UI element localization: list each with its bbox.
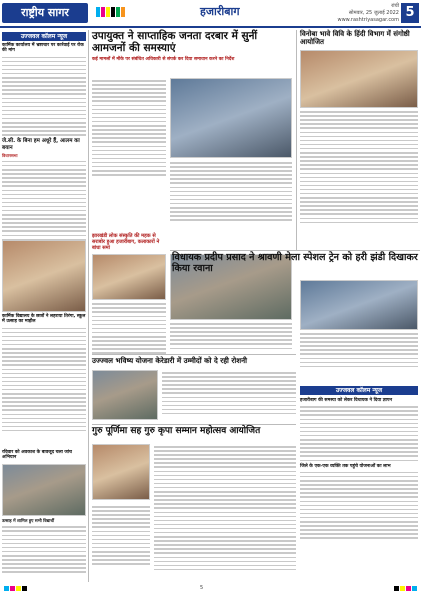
left-box-headline: रविवार को अवकाश के बावजूद चला जांच अभियान (2, 450, 72, 461)
yojana-headline: उज्ज्वल भविष्य योजना केरेडारी में उम्मीदों को दे रही रोशनी (92, 356, 247, 365)
left-mid-kicker: विधानसभा (2, 152, 18, 158)
lead-body-2 (170, 162, 292, 221)
column-label-right: उज्जवल कॉलम न्यूज (300, 386, 418, 395)
page-number: 5 (401, 3, 419, 23)
vinoba-photo (300, 50, 418, 108)
left-column (2, 32, 86, 259)
left-box-photo (2, 464, 86, 516)
lead-subhead: कई मामलों में मौके पर संबंधित अधिकारी से संपर्क कर दिया समाधान करने का निर्देश (92, 57, 235, 63)
divider-left (88, 30, 89, 582)
page-folio: 5 (200, 585, 204, 591)
guru-story (92, 426, 392, 436)
guru-photo (92, 444, 150, 500)
masthead (0, 0, 421, 26)
vinoba-body (300, 111, 418, 223)
center-photo-body (170, 323, 292, 349)
header-rule (0, 26, 421, 28)
guru-body (154, 446, 296, 570)
left-box (2, 450, 86, 576)
center-left-body (92, 303, 166, 354)
vinoba-headline: विनोबा भावे विवि के हिंदी विभाग में संगोष्ठी आयोजित (300, 30, 410, 47)
lead-body-col2 (170, 162, 292, 223)
divider-yojana (92, 354, 296, 355)
train-body (300, 333, 418, 367)
registration-marks-right (394, 586, 417, 591)
lead-photo (170, 78, 292, 158)
vinoba-story (300, 30, 418, 226)
edition-city: हजारीबाग (200, 5, 240, 18)
lead-headline: उपायुक्त ने साप्ताहिक जनता दरबार में सुनीं आमजनों की समस्याएं (92, 30, 258, 55)
center-left-story (92, 234, 166, 356)
yojana-body (162, 372, 296, 414)
train-headline: विधायक प्रदीप प्रसाद ने श्रावणी मेला स्पेशल ट्रेन को हरी झंडी दिखाकर किया रवाना (172, 252, 418, 275)
center-left-photo (92, 254, 166, 300)
column-label-left: उज्जवल कॉलम न्यूज (2, 32, 86, 41)
yojana-story (92, 357, 296, 365)
lead-body-col (92, 80, 166, 178)
divider-train (170, 250, 420, 251)
left-box-body (2, 526, 86, 573)
date-text: सोमवार, 25 जुलाई 2022 (348, 10, 399, 16)
date-block (338, 3, 400, 24)
left-mid-headline: जे.सी. के बिना हम अधूरे हैं, आलम का बयान (2, 138, 80, 151)
right-lower-body (300, 472, 418, 539)
guru-body-2 (92, 506, 150, 565)
left-bottom-headline: कार्मिक विद्यालय के छात्रों ने लहराया तिरंगा, स्कूल में उत्साह का माहौल (2, 314, 86, 325)
train-photo (300, 280, 418, 330)
right-lower-column (300, 386, 418, 541)
footer (0, 583, 421, 595)
yojana-photo (92, 370, 158, 420)
left-bottom-body (2, 328, 86, 432)
guru-body-col2 (92, 506, 150, 567)
registration-marks-left (4, 586, 27, 591)
left-top-headline: कार्मिक कार्यालय में भ्रष्टाचार पर कार्रवाई पर रोक की मांग (2, 43, 84, 54)
date-city: रांची (391, 3, 399, 9)
guru-headline: गुरु पूर्णिमा सह गुरु कृपा सम्मान महोत्सव आयोजित (92, 426, 261, 436)
yojana-body-col (162, 372, 296, 417)
train-right (300, 280, 418, 370)
divider-right-top (296, 30, 297, 250)
train-story (172, 252, 418, 274)
website-text: www.rashtriyasagar.com (337, 17, 399, 23)
right-mid-headline: हजारीबाग की समस्या को लेकर विधायक ने दिया ज्ञापन (300, 398, 393, 403)
lead-body (92, 80, 166, 176)
guru-body-col (154, 446, 296, 573)
left-lower-column (2, 314, 86, 434)
divider-guru (92, 424, 296, 425)
color-swatches (96, 7, 125, 17)
center-left-headline: झारखंडी लोक संस्कृति की महक से सराबोर हुआ हजारीबाग, कलाकारों ने बांधा समां (92, 233, 160, 251)
left-top-body (2, 57, 86, 136)
lead-story (92, 30, 292, 62)
left-photo-students (2, 240, 86, 312)
left-lower-headline: उत्साह में शामिल हुए सभी विद्यार्थी (2, 517, 55, 523)
right-lower-headline: जिले के एक-एक व्यक्ति तक पहुंचे योजनाओं का लाभ (300, 463, 391, 469)
masthead-logo: राष्ट्रीय सागर (2, 3, 88, 23)
